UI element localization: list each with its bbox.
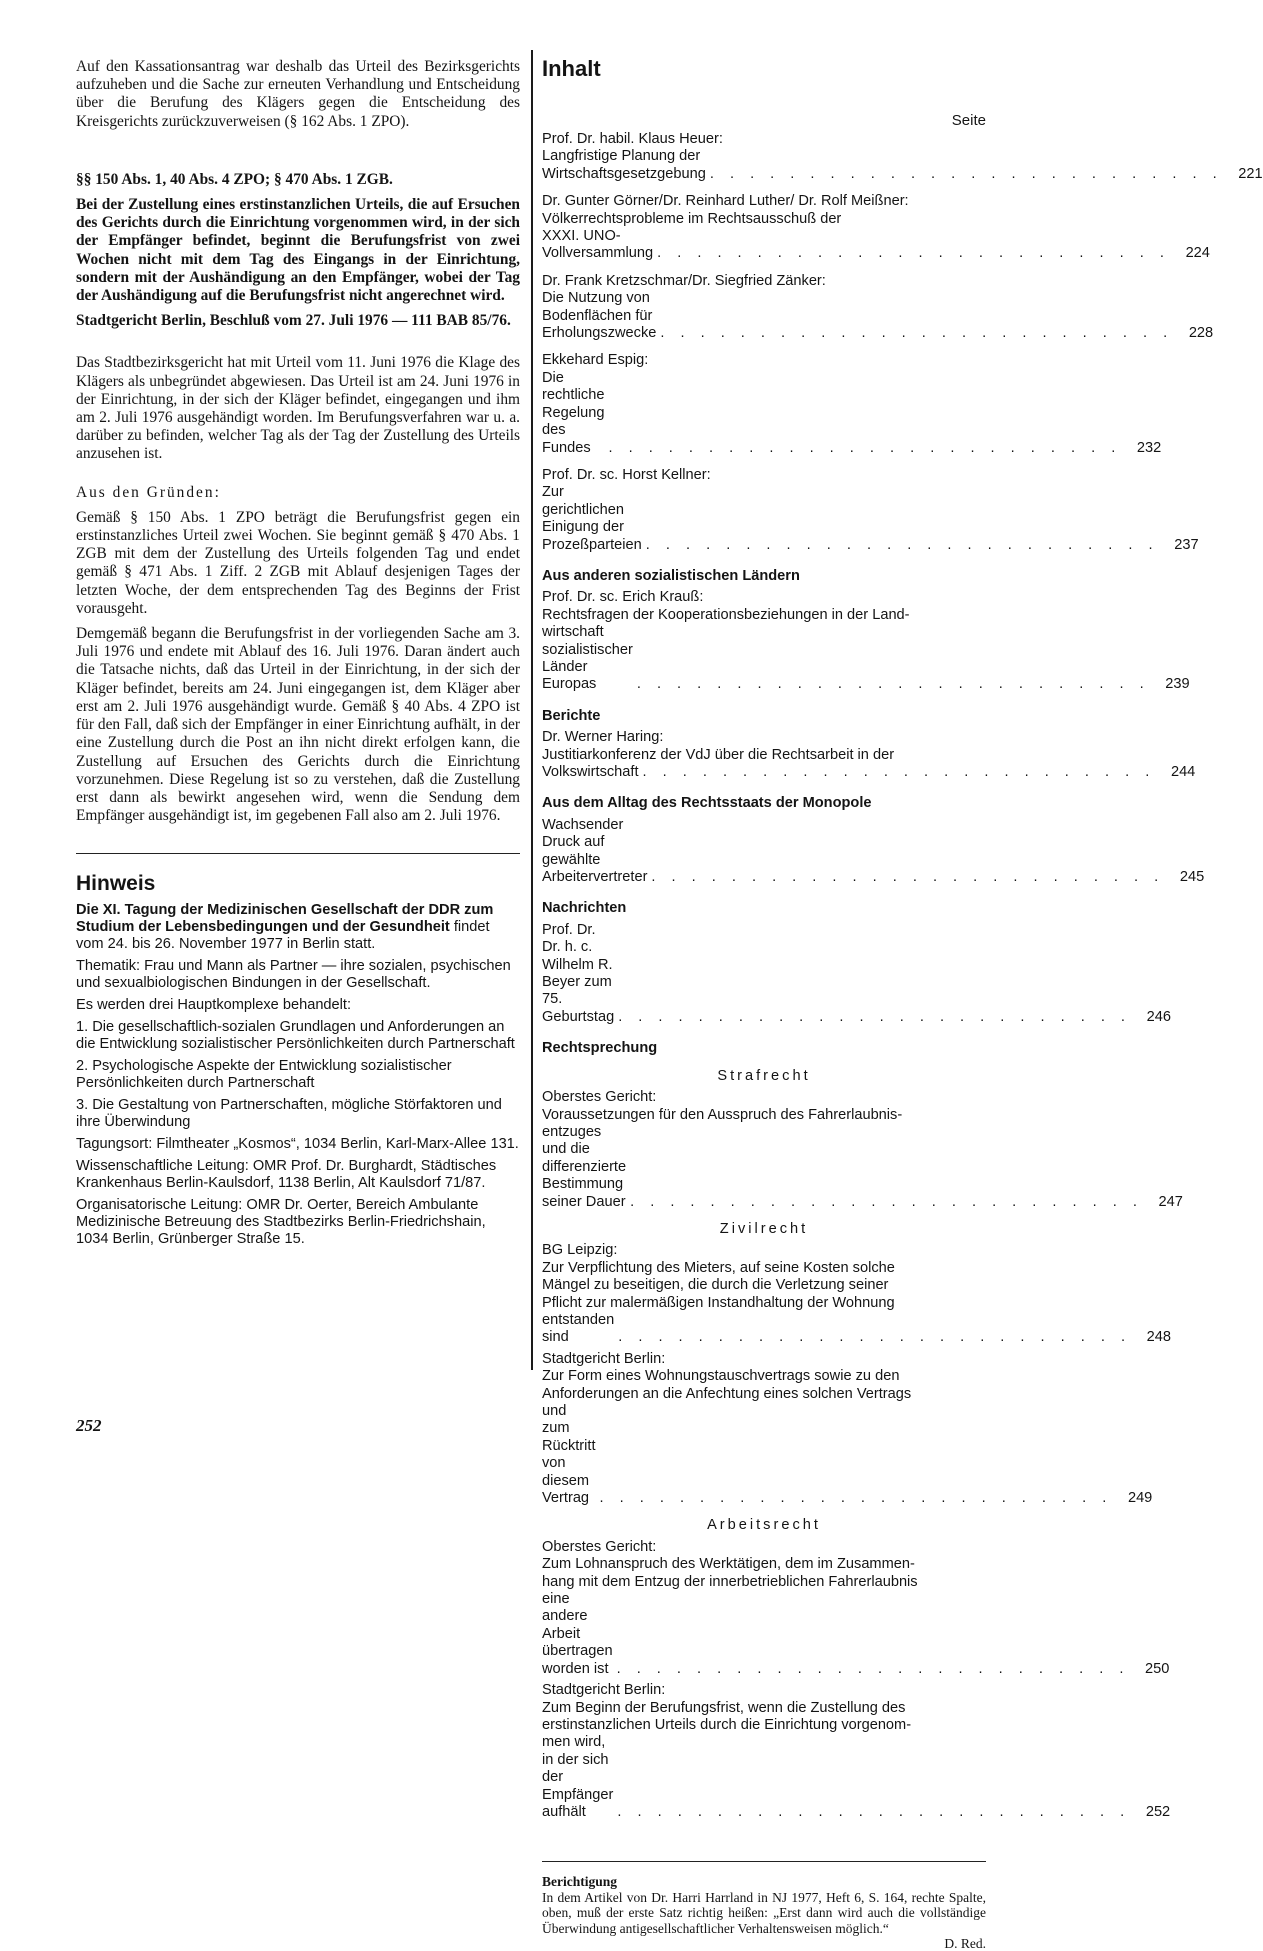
toc-leader-dots: . . . . . . . . . . . . . . . . . . . . . . . . . . (657, 245, 1170, 262)
toc-entry-title-line: Justitiarkonferenz der VdJ über die Rechtsarbeit in der (542, 746, 895, 763)
toc-entry-title-line: Prof. Dr. Dr. h. c. Wilhelm R. Beyer zum 75. Geburtstag (542, 921, 615, 1025)
norms-line: §§ 150 Abs. 1, 40 Abs. 4 ZPO; § 470 Abs. 1 ZGB. (76, 170, 393, 188)
toc-entry-author: BG Leipzig: (542, 1242, 618, 1259)
page-number: 252 (76, 1416, 102, 1435)
toc-entry-author: Dr. Gunter Görner/Dr. Reinhard Luther/ Dr. Rolf Meißner: (542, 193, 909, 210)
berichtigung-text: In dem Artikel von Dr. Harri Harrland in NJ 1977, Heft 6, S. 164, rechte Spalte, oben, muß der erste Satz richtig heißen: „Erst dann wird auch die vollständige Überwindung antigesellschaftlicher Verhaltensweisen möglich.“ (542, 1889, 986, 1936)
toc-entry-title-line: Zum Lohnanspruch des Werktätigen, dem im Zusammen- (542, 1556, 915, 1573)
hinweis-event-date: findet vom 24. bis 26. November 1977 in Berlin statt. (76, 919, 490, 953)
toc-entry-last-line (542, 921, 1171, 1026)
toc-entry-page: 245 (1179, 869, 1205, 886)
toc-leader-dots: . . . . . . . . . . . . . . . . . . . . . . . . . . (618, 1008, 1131, 1025)
toc-entry-title-line: eine andere Arbeit übertragen worden ist (542, 1591, 613, 1677)
toc-entry-title-line: Zur gerichtlichen Einigung der Prozeßparteien (542, 484, 642, 553)
toc-entry-last-line (542, 624, 1190, 694)
seite-label: Seite (951, 112, 986, 129)
toc-entry-title-line: Mängel zu beseitigen, die durch die Verletzung seiner (542, 1277, 889, 1294)
toc-leader-dots: . . . . . . . . . . . . . . . . . . . . . . . . . . (599, 1490, 1113, 1507)
toc-entry-title-line: Zur Verpflichtung des Mieters, auf seine Kosten solche (542, 1259, 895, 1276)
toc-entry-title-line: Völkerrechtsprobleme im Rechtsausschuß der (542, 210, 842, 227)
court-decision: Stadtgericht Berlin, Beschluß vom 27. Juli 1976 — 111 BAB 85/76. (76, 312, 511, 330)
table-of-contents (542, 131, 1263, 1821)
toc-leader-dots: . . . . . . . . . . . . . . . . . . . . . . . . . . (645, 536, 1159, 553)
toc-entry-title-line: Zum Beginn der Berufungsfrist, wenn die Zustellung des (542, 1699, 906, 1716)
toc-entry-last-line (542, 1403, 1153, 1507)
toc-entry-title-line: entzuges und die differenzierte Bestimmung seiner Dauer (542, 1123, 627, 1210)
toc-leader-dots: . . . . . . . . . . . . . . . . . . . . . . . . . . (617, 1803, 1131, 1820)
hinweis-box (76, 872, 520, 1248)
facts-paragraph: Das Stadtbezirksgericht hat mit Urteil vom 11. Juni 1976 die Klage des Klägers als unbegründet abgewiesen. Das Urteil ist am 24. Juni 1976 in der Einrichtung, in der sich der Kläger befindet, eingegangen und ihm am 2. Juli 1976 ausgehändigt worden. Im Berufungsverfahren war u. a. darüber zu befinden, welcher Tag als der Tag der Zustellung des Urteils anzusehen ist. (76, 354, 520, 463)
section-rule (76, 853, 520, 854)
toc-entry (542, 1538, 1170, 1678)
toc-entry-author: Prof. Dr. sc. Erich Krauß: (542, 589, 704, 606)
subsection-strafrecht: Strafrecht (717, 1067, 811, 1084)
toc-entry-title-line: Wachsender Druck auf gewählte Arbeitervertreter (542, 816, 648, 886)
toc-entry-last-line (542, 228, 1210, 263)
toc-entry-author: Ekkehard Espig: (542, 352, 649, 369)
toc-entry-last-line (542, 369, 1162, 457)
toc-entry-page: 221 (1238, 165, 1263, 182)
toc-leader-dots: . . . . . . . . . . . . . . . . . . . . . . . . . . (608, 439, 1122, 456)
toc-entry-page: 246 (1146, 1008, 1171, 1025)
hinweis-komplex-2: 2. Psychologische Aspekte der Entwicklung sozialistischer Persönlichkeiten durch Partnerschaft (76, 1058, 452, 1092)
toc-entry-page: 228 (1188, 325, 1214, 342)
gruende-paragraph-1: Gemäß § 150 Abs. 1 ZPO beträgt die Berufungsfrist gegen ein erstinstanzliches Urteil zwei Wochen. Sie beginnt gemäß § 470 Abs. 1 ZGB mit dem der Zustellung des Urteils folgenden Tag und endet gemäß § 471 Abs. 1 Ziff. 2 ZGB mit Ablauf desjenigen Tages der letzten Woche, der dem entsprechenden Tag des Beginns der Frist vorausgeht. (76, 508, 520, 617)
toc-entry-title-line: und zum Rücktritt von diesem Vertrag (542, 1403, 596, 1507)
toc-entry-author: Oberstes Gericht: (542, 1089, 657, 1106)
toc-leader-dots: . . . . . . . . . . . . . . . . . . . . . . . . . . (651, 869, 1165, 886)
toc-entry-last-line (542, 816, 1205, 887)
gruende-paragraph-2: Demgemäß begann die Berufungsfrist in der vorliegenden Sache am 3. Juli 1976 und endete mit Ablauf des 16. Juli 1976. Daran ändert auch die Tatsache nichts, daß das Urteil in der Einrichtung, in der sich der Kläger befindet, bereits am 24. Juni eingegangen ist, dem Kläger aber erst am 2. Juli 1976 ausgehändigt wurde. Gemäß § 40 Abs. 4 ZPO ist für den Fall, daß sich der Empfänger in einer Einrichtung aufhält, in der eine Zustellung durch die Post an ihn nicht direkt erfolgen kann, die Zustellung auf Ersuchen des Gerichts durch die Einrichtung vorzunehmen. Diese Regelung ist so zu verstehen, daß die Zustellung erst dann als bewirkt angesehen wird, wenn die Sendung dem Empfänger ausgehändigt ist, im gegebenen Fall also am 2. Juli 1976. (76, 625, 520, 825)
toc-entry (542, 1242, 1172, 1346)
toc-entry-last-line (542, 148, 1263, 183)
toc-entry-author: Stadtgericht Berlin: (542, 1682, 666, 1699)
toc-entry-last-line (542, 484, 1199, 554)
toc-entry-page: 237 (1174, 536, 1199, 553)
toc-entry-last-line (542, 1591, 1170, 1678)
hinweis-tagungsort: Tagungsort: Filmtheater „Kosmos“, 1034 Berlin, Karl-Marx-Allee 131. (76, 1136, 519, 1153)
toc-entry-title-line: men wird, in der sich der Empfänger aufhält (542, 1734, 614, 1820)
intro-paragraph: Auf den Kassationsantrag war deshalb das Urteil des Bezirksgerichts aufzuheben und die Sache zur erneuten Verhandlung und Entscheidung über die Berufung des Klägers gegen die Entscheidung des Kreisgerichts zurückzuverweisen (§ 162 Abs. 1 ZPO). (76, 58, 520, 130)
right-column (542, 56, 1263, 1951)
toc-leader-dots: . . . . . . . . . . . . . . . . . . . . . . . . . . (630, 1193, 1143, 1210)
toc-entry-last-line (542, 290, 1214, 342)
hinweis-komplexe: Es werden drei Hauptkomplexe behandelt: (76, 997, 352, 1014)
berichtigung-box (542, 1874, 986, 1951)
section-heading-monopole: Aus dem Alltag des Rechtsstaats der Monopole (542, 795, 872, 812)
toc-entry-page: 224 (1185, 245, 1210, 262)
toc-entry-title-line: wirtschaft sozialistischer Länder Europas (542, 624, 633, 693)
toc-entry-title-line: Anforderungen an die Anfechtung eines solchen Vertrags (542, 1385, 912, 1402)
toc-entry-author: Prof. Dr. sc. Horst Kellner: (542, 466, 711, 483)
section-heading-berichte: Berichte (542, 707, 601, 724)
hinweis-wiss-leitung: Wissenschaftliche Leitung: OMR Prof. Dr. Burghardt, Städtisches Krankenhaus Berlin-Kaulsdorf, 1138 Berlin, Alt Kaulsdorf 71/87. (76, 1158, 497, 1192)
leitsatz: Bei der Zustellung eines erstinstanzlichen Urteils, die auf Ersuchen des Gerichts durch die Einrichtung vorgenommen wird, in der sich der Empfänger befindet, beginnt die Berufungsfrist von zwei Wochen nicht mit dem Tag des Eingangs in der Einrichtung, sondern mit der Aushändigung an den Empfänger, wobei der Tag der Aushändigung auf die Berufungsfrist nicht angerechnet wird. (76, 196, 520, 305)
hinweis-komplex-1: 1. Die gesellschaftlich-sozialen Grundlagen und Anforderungen an die Entwicklung sozialistischer Persönlichkeiten durch Partnerschaft (76, 1019, 515, 1053)
toc-entry (542, 816, 1205, 887)
toc-entry-author: Dr. Frank Kretzschmar/Dr. Siegfried Zänker: (542, 272, 826, 289)
toc-entry-title-line: erstinstanzlichen Urteils durch die Einrichtung vorgenom- (542, 1716, 912, 1733)
toc-entry-page: 239 (1165, 676, 1190, 693)
toc-leader-dots: . . . . . . . . . . . . . . . . . . . . . . . . . . (709, 165, 1223, 182)
toc-entry (542, 272, 1214, 343)
toc-entry (542, 589, 1190, 693)
berichtigung-sign: D. Red. (944, 1935, 986, 1951)
hinweis-org-leitung: Organisatorische Leitung: OMR Dr. Oerter, Bereich Ambulante Medizinische Betreuung des Stadtbezirks Berlin-Friedrichshain, 1034 Berlin, Grünberger Straße 15. (76, 1197, 486, 1248)
left-column (76, 58, 520, 1248)
section-heading-nachrichten: Nachrichten (542, 900, 627, 917)
toc-entry-page: 252 (1145, 1803, 1171, 1820)
section-heading-rechtsprechung: Rechtsprechung (542, 1040, 658, 1057)
inhalt-heading: Inhalt (542, 56, 601, 81)
toc-entry-title-line: Pflicht zur malermäßigen Instandhaltung der Wohnung (542, 1294, 895, 1311)
toc-entry (542, 729, 1196, 781)
hinweis-komplex-3: 3. Die Gestaltung von Partnerschaften, mögliche Störfaktoren und ihre Überwindung (76, 1097, 502, 1131)
toc-entry-title-line: Voraussetzungen für den Ausspruch des Fahrerlaubnis- (542, 1106, 903, 1123)
toc-entry-title-line: Die rechtliche Regelung des Fundes (542, 369, 605, 456)
toc-entry (542, 466, 1199, 554)
toc-entry-title-line: hang mit dem Entzug der innerbetrieblichen Fahrerlaubnis (542, 1573, 918, 1590)
toc-entry-page: 247 (1158, 1193, 1183, 1210)
toc-leader-dots: . . . . . . . . . . . . . . . . . . . . . . . . . . (642, 764, 1156, 780)
toc-entry (542, 352, 1162, 456)
toc-entry-author: Dr. Werner Haring: (542, 729, 664, 746)
toc-leader-dots: . . . . . . . . . . . . . . . . . . . . . . . . . . (636, 676, 1150, 693)
toc-entry-title-line: Langfristige Planung der Wirtschaftsgesetzgebung (542, 148, 706, 182)
hinweis-heading: Hinweis (76, 872, 156, 896)
toc-entry-last-line (542, 764, 1196, 781)
toc-entry (542, 1350, 1153, 1508)
toc-entry-last-line (542, 1311, 1172, 1347)
toc-entry-title-line: Rechtsfragen der Kooperationsbeziehungen in der Land- (542, 606, 910, 623)
toc-entry (542, 1682, 1171, 1821)
toc-entry (542, 131, 1263, 183)
toc-entry (542, 193, 1210, 263)
toc-entry-page: 250 (1145, 1660, 1170, 1677)
toc-entry-page: 249 (1127, 1490, 1153, 1507)
toc-entry-title-line: Volkswirtschaft (542, 764, 639, 780)
toc-leader-dots: . . . . . . . . . . . . . . . . . . . . . . . . . . (616, 1660, 1130, 1677)
berichtigung-heading: Berichtigung (542, 1874, 618, 1890)
toc-entry-page: 232 (1136, 439, 1162, 456)
subsection-zivilrecht: Zivilrecht (719, 1220, 809, 1237)
toc-entry-last-line (542, 1123, 1183, 1211)
gruende-heading: Aus den Gründen: (76, 483, 221, 501)
toc-entry-page: 248 (1146, 1329, 1172, 1346)
hinweis-event-name: Die XI. Tagung der Medizinischen Gesellschaft der DDR zum Studium der Lebensbedingungen und der Gesundheit (76, 902, 494, 936)
toc-entry-title-line: entstanden sind (542, 1311, 615, 1346)
section-heading-laender: Aus anderen sozialistischen Ländern (542, 567, 800, 584)
toc-entry-last-line (542, 1734, 1171, 1821)
subsection-arbeitsrecht: Arbeitsrecht (707, 1517, 821, 1534)
hinweis-thematik: Thematik: Frau und Mann als Partner — ihre sozialen, psychischen und sexualbiologischen Bindungen in der Gesellschaft. (76, 958, 511, 992)
toc-entry-title-line: XXXI. UNO-Vollversammlung (542, 228, 654, 262)
toc-entry-title-line: Die Nutzung von Bodenflächen für Erholungszwecke (542, 290, 657, 342)
berichtigung-rule (542, 1861, 986, 1862)
toc-entry-author: Prof. Dr. habil. Klaus Heuer: (542, 131, 723, 147)
toc-entry-title-line: Zur Form eines Wohnungstauschvertrags sowie zu den (542, 1368, 900, 1385)
toc-entry (542, 921, 1171, 1026)
toc-entry-author: Oberstes Gericht: (542, 1538, 657, 1555)
toc-leader-dots: . . . . . . . . . . . . . . . . . . . . . . . . . . (618, 1329, 1132, 1346)
toc-entry-author: Stadtgericht Berlin: (542, 1350, 666, 1367)
toc-entry-page: 244 (1170, 764, 1196, 780)
column-divider (531, 50, 533, 1370)
toc-leader-dots: . . . . . . . . . . . . . . . . . . . . . . . . . . (660, 325, 1174, 342)
toc-entry (542, 1089, 1183, 1211)
